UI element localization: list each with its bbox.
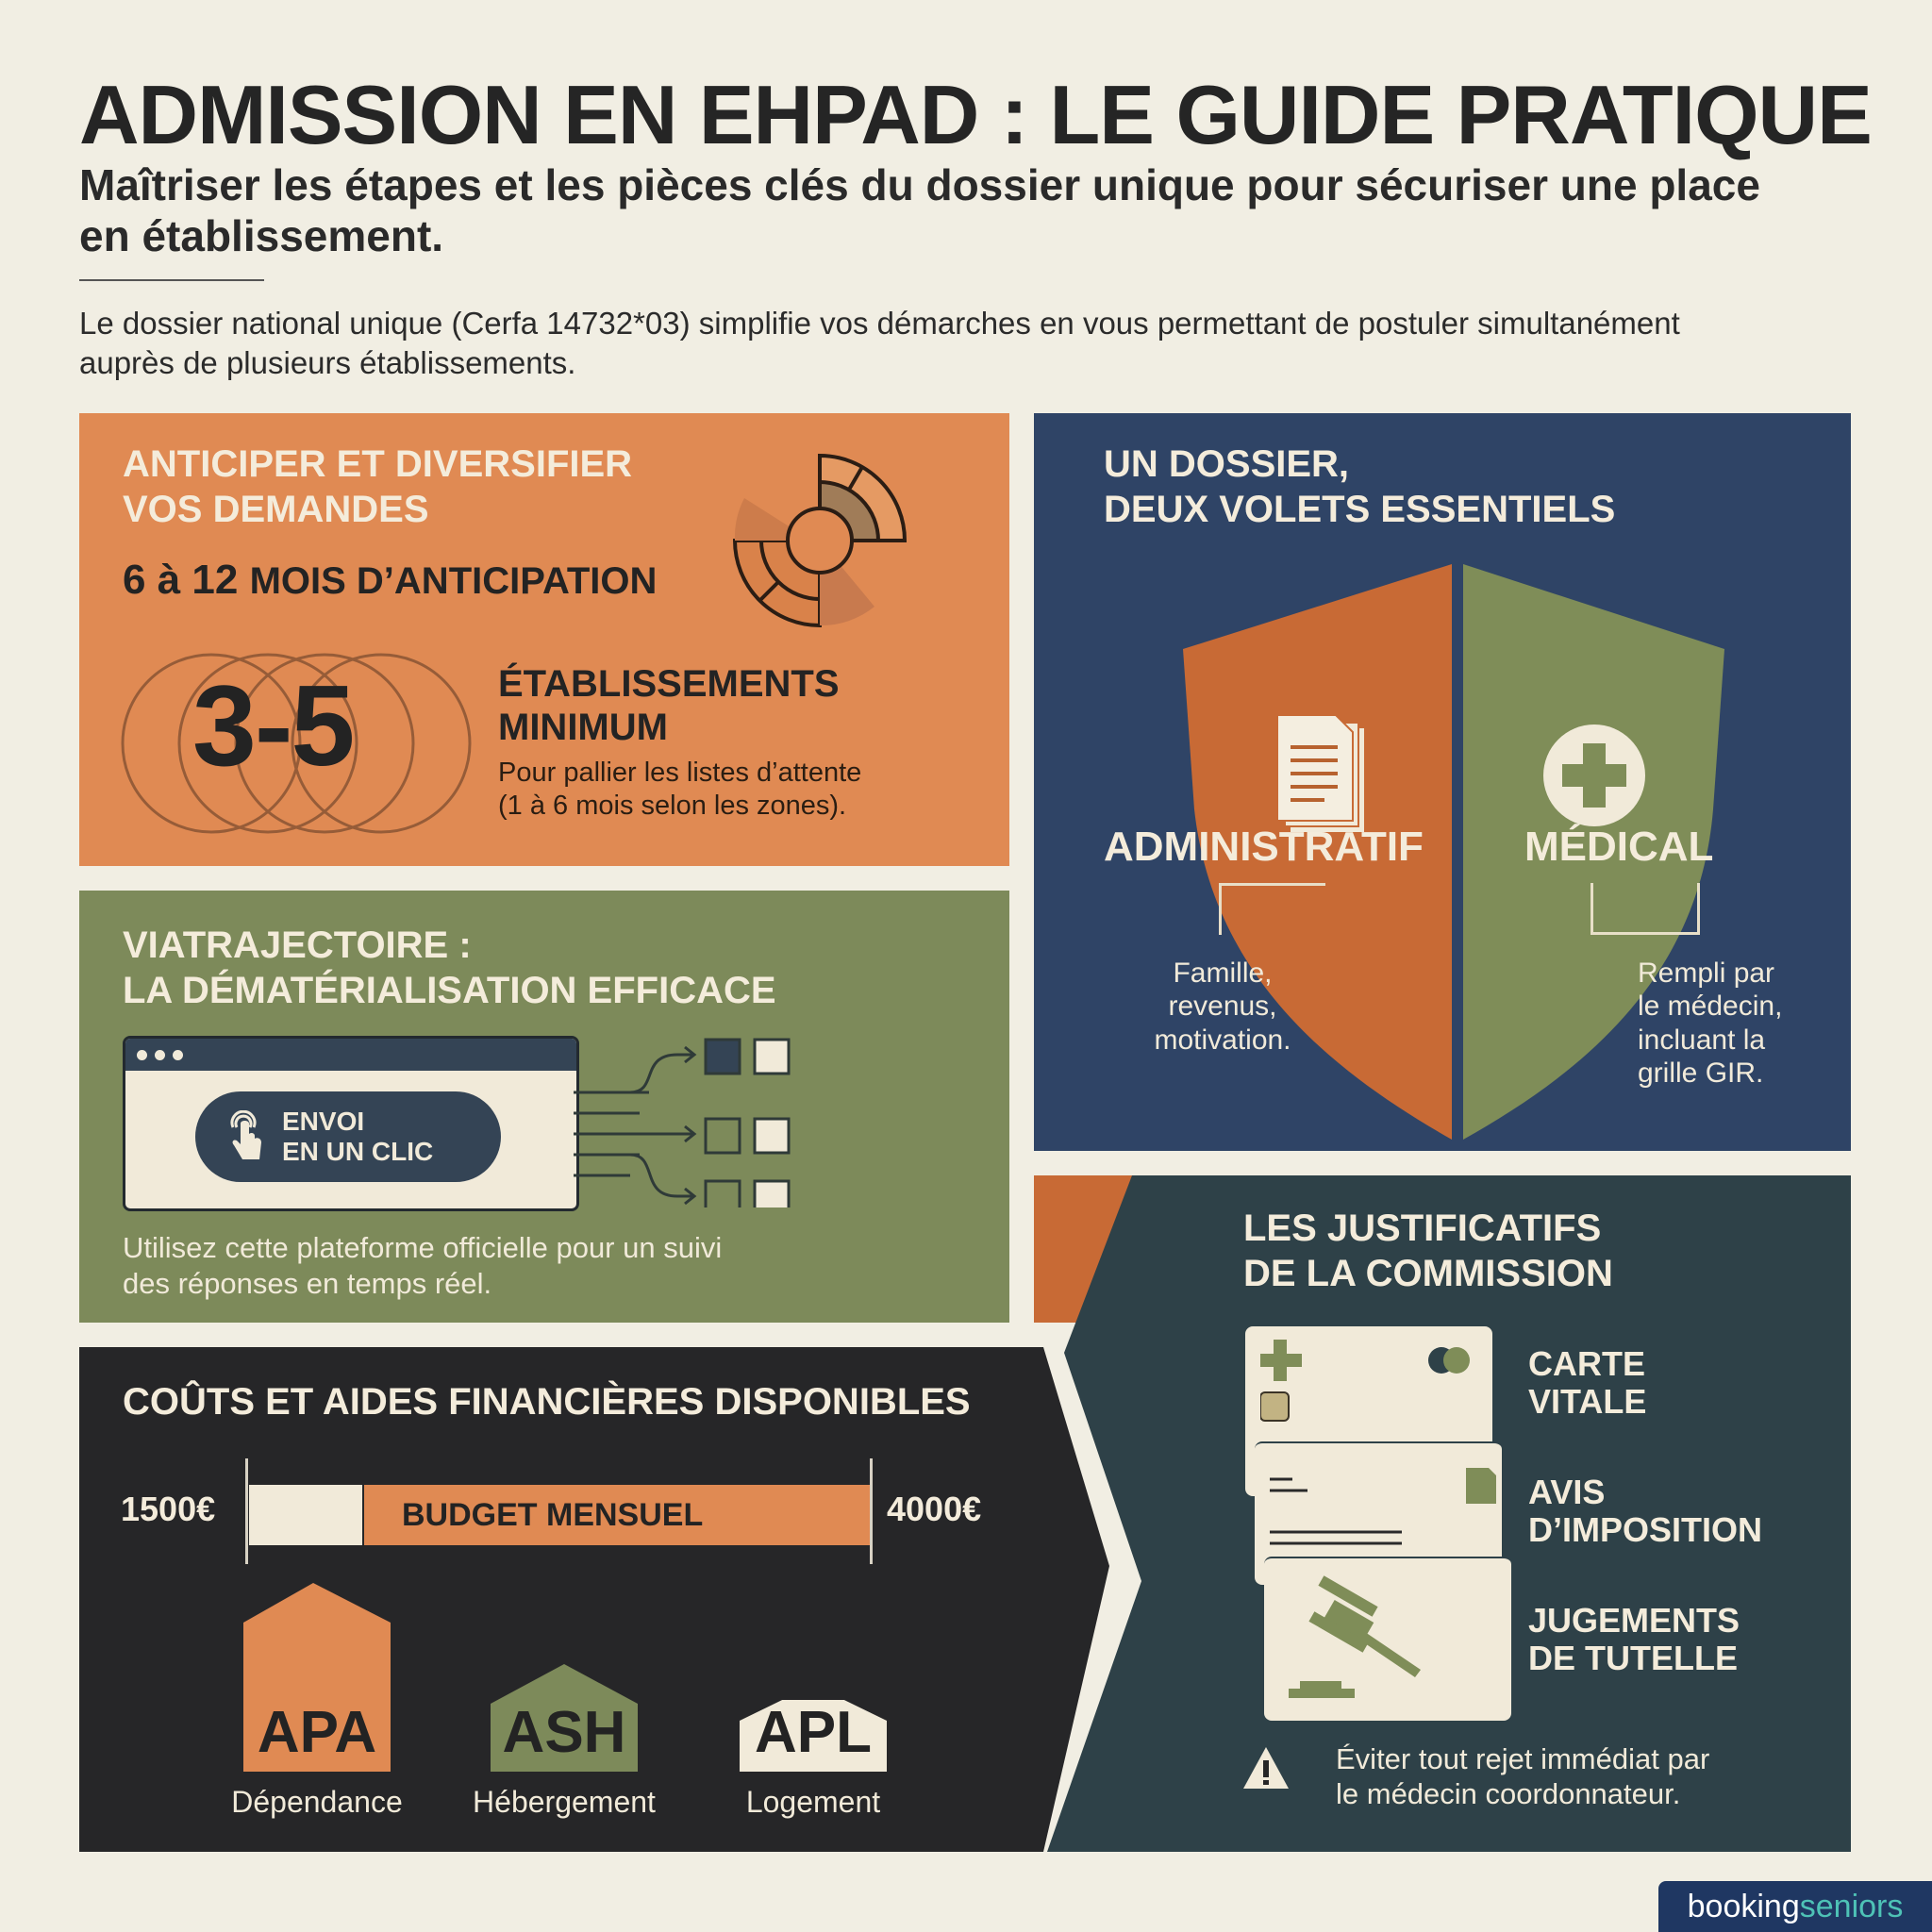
medical-cross-icon (1543, 724, 1645, 826)
send-one-click-button[interactable] (195, 1091, 501, 1182)
budget-bar (364, 1485, 870, 1545)
viatrajectoire-panel (79, 891, 1009, 1323)
aid-label: Hébergement (473, 1785, 656, 1819)
establishments-range: 3-5 (192, 661, 354, 790)
viatrajectoire-description (123, 1230, 722, 1302)
justificatif-line1: AVIS (1528, 1473, 1606, 1511)
months-label: MOIS D’ANTICIPATION (249, 560, 658, 602)
aid-code: APL (755, 1700, 872, 1765)
justificatif-line1: CARTE (1528, 1344, 1645, 1383)
anticipate-title-line1: ANTICIPER ET DIVERSIFIER (123, 443, 633, 485)
touch-hand-icon (225, 1110, 267, 1163)
send-button-line1: ENVOI (282, 1106, 365, 1136)
justificatif-item (1528, 1602, 1740, 1676)
establishments-label (498, 662, 840, 749)
justificatifs-panel (1038, 1175, 1851, 1852)
window-dot-icon (155, 1050, 165, 1060)
aid-code: ASH (502, 1700, 626, 1765)
send-button-line2: EN UN CLIC (282, 1137, 434, 1166)
anticipate-panel (79, 413, 1009, 866)
justificatif-line2: DE TUTELLE (1528, 1638, 1738, 1677)
page-subtitle: Maîtriser les étapes et les pièces clés du dossier unique pour sécuriser une place en établissement. (79, 160, 1760, 260)
warning-line2: le médecin coordonnateur. (1336, 1777, 1681, 1811)
warning-line1: Éviter tout rejet immédiat par (1336, 1742, 1710, 1775)
brand-part2: seniors (1799, 1888, 1904, 1924)
browser-titlebar (125, 1039, 576, 1071)
anticipation-months (123, 557, 657, 604)
establishments-line2: MINIMUM (498, 707, 668, 748)
medical-desc-line: incluant la (1638, 1024, 1766, 1056)
viatrajectoire-title (123, 923, 776, 1013)
viatrajectoire-title-line2: LA DÉMATÉRIALISATION EFFICACE (123, 970, 776, 1011)
medical-desc-line: le médecin, (1638, 991, 1783, 1023)
establishments-line1: ÉTABLISSEMENTS (498, 663, 840, 705)
admin-desc-line: motivation. (1154, 1024, 1291, 1056)
viatrajectoire-desc-line2: des réponses en temps réel. (123, 1266, 492, 1300)
admin-connector (1219, 883, 1325, 935)
jugement-tutelle-card (1264, 1557, 1511, 1721)
medical-label: MÉDICAL (1524, 824, 1714, 870)
aid-label: Logement (745, 1785, 881, 1819)
note-line2: (1 à 6 mois selon les zones). (498, 790, 847, 821)
justificatif-line1: JUGEMENTS (1528, 1601, 1740, 1640)
months-value: 6 à 12 (123, 557, 239, 603)
justificatifs-title-line2: DE LA COMMISSION (1243, 1253, 1613, 1294)
dossier-title-line2: DEUX VOLETS ESSENTIELS (1104, 489, 1616, 530)
admin-label: ADMINISTRATIF (1104, 824, 1424, 870)
aid-apl (740, 1700, 887, 1772)
distribution-arrows-icon (574, 1038, 932, 1208)
admin-description (1128, 957, 1317, 1057)
warning-text (1336, 1741, 1709, 1811)
justificatifs-title (1243, 1206, 1613, 1296)
aid-apa (243, 1583, 391, 1772)
medical-desc-line: grille GIR. (1638, 1058, 1764, 1090)
aid-label: Dépendance (231, 1785, 403, 1819)
admin-desc-line: Famille, (1173, 958, 1273, 989)
budget-range-start-tick (245, 1458, 248, 1564)
brand-logo[interactable] (1658, 1881, 1932, 1932)
admin-desc-line: revenus, (1168, 991, 1277, 1023)
document-stack-icon (1277, 715, 1372, 838)
dossier-title (1104, 441, 1615, 532)
budget-bar-label: BUDGET MENSUEL (402, 1496, 704, 1533)
dossier-title-line1: UN DOSSIER, (1104, 443, 1350, 485)
anticipate-title (123, 441, 632, 532)
note-line1: Pour pallier les listes d’attente (498, 758, 862, 788)
medical-desc-line: Rempli par (1638, 958, 1775, 989)
dossier-panel (1034, 413, 1851, 1151)
justificatif-item (1528, 1345, 1646, 1420)
justificatif-line2: D’IMPOSITION (1528, 1509, 1763, 1549)
intro-text: Le dossier national unique (Cerfa 14732*03) simplifie vos démarches en vous permettant de postuler simultanément auprès de plusieurs établissements. (79, 306, 1680, 381)
justificatif-line2: VITALE (1528, 1381, 1647, 1421)
budget-max: 4000€ (887, 1490, 982, 1528)
window-dot-icon (137, 1050, 147, 1060)
window-dot-icon (173, 1050, 183, 1060)
costs-panel (79, 1347, 1117, 1852)
budget-range-end-tick (870, 1458, 873, 1564)
justificatifs-title-line1: LES JUSTIFICATIFS (1243, 1208, 1602, 1249)
page-title: ADMISSION EN EHPAD : LE GUIDE PRATIQUE (79, 68, 1872, 161)
brand-part1: booking (1687, 1888, 1800, 1924)
waiting-list-note (498, 757, 861, 823)
justificatif-item (1528, 1474, 1762, 1548)
anticipate-title-line2: VOS DEMANDES (123, 489, 429, 530)
costs-title: COÛTS ET AIDES FINANCIÈRES DISPONIBLES (123, 1381, 971, 1423)
viatrajectoire-desc-line1: Utilisez cette plateforme officielle pour un suivi (123, 1231, 723, 1264)
viatrajectoire-title-line1: VIATRAJECTOIRE : (123, 924, 472, 966)
medical-connector (1591, 883, 1700, 935)
aid-ash (491, 1664, 638, 1772)
budget-bar-base (249, 1485, 362, 1545)
medical-description (1638, 957, 1782, 1091)
browser-window (123, 1036, 579, 1211)
aid-code: APA (257, 1700, 377, 1765)
budget-min: 1500€ (121, 1490, 216, 1528)
send-button-label (282, 1107, 433, 1167)
warning-icon (1241, 1745, 1291, 1790)
header-divider (79, 279, 264, 281)
sectioned-wheel-icon (730, 451, 909, 630)
